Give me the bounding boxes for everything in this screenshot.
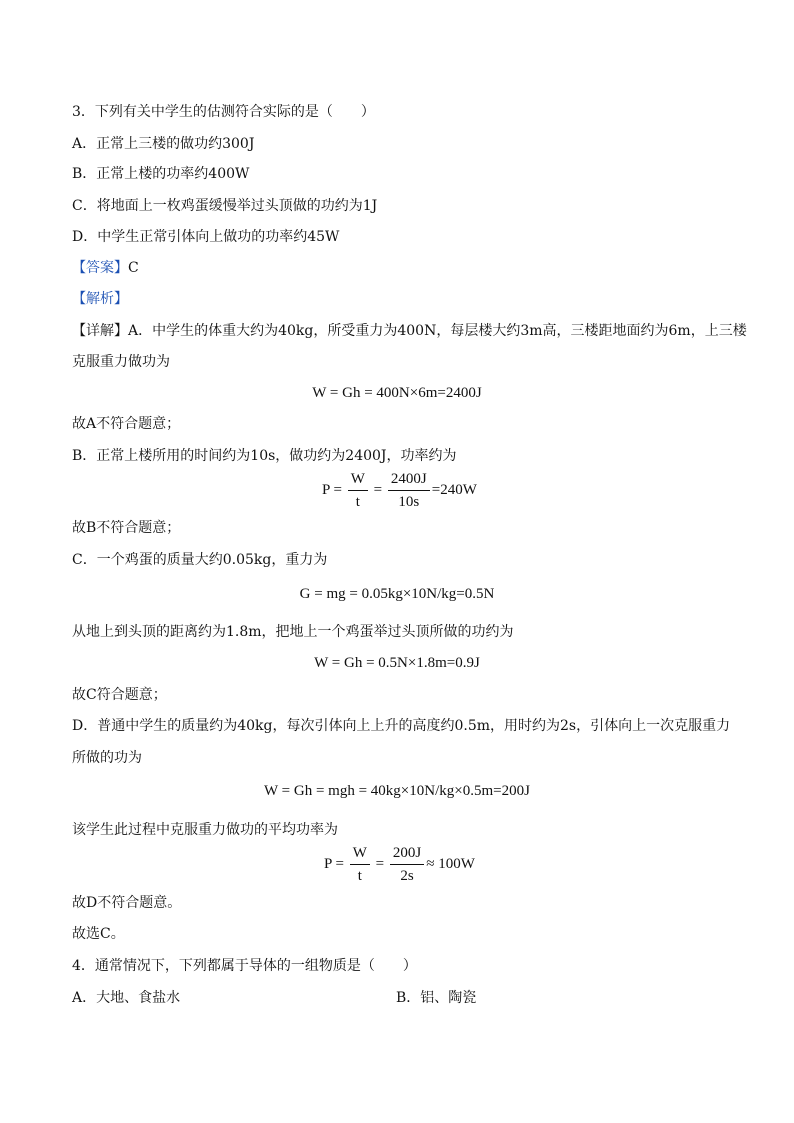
- answer-line: [72, 258, 139, 278]
- conclusion-c: 故C符合题意；: [72, 687, 167, 703]
- equation-5: W = Gh = mgh = 40kg×10N/kg×0.5m=200J: [264, 783, 530, 799]
- equation-6: P = $\frac{W}{t}$ = $\frac{200J}{2s}$ ≈ 100W: [324, 845, 475, 884]
- eq2-rhs: =240W: [431, 481, 477, 498]
- conclusion-a: 故A不符合题意；: [72, 416, 181, 432]
- detail-d: D．普通中学生的质量约为40kg，每次引体向上上升的高度约0.5m，用时约为2s，引体向上一次克服重力: [72, 718, 731, 734]
- eq6-rhs: ≈ 100W: [426, 855, 475, 872]
- detail-a-text: A．中学生的体重大约为40kg，所受重力为400N，每层楼大约3m高，三楼距地面约为6m，上三楼: [128, 323, 747, 339]
- q4-option-b: B．铝、陶瓷: [396, 990, 477, 1006]
- eq6-fraction-2: $\frac{200J}{2s}$: [390, 844, 424, 885]
- conclusion-b: 故B不符合题意；: [72, 520, 181, 536]
- q3-option-b: B．正常上楼的功率约400W: [72, 166, 250, 182]
- detail-c1: C．一个鸡蛋的质量大约0.05kg，重力为: [72, 552, 328, 568]
- conclusion-d: 故D不符合题意。: [72, 895, 182, 911]
- eq2-fraction-1: $\frac{W}{t}$: [348, 470, 368, 511]
- analysis-tag: 【解析】: [72, 291, 128, 307]
- final-answer: 故选C。: [72, 926, 125, 942]
- detail-d3: 该学生此过程中克服重力做功的平均功率为: [72, 822, 338, 838]
- detail-d-cont: 所做的功为: [72, 750, 142, 766]
- eq6-lhs: P =: [324, 855, 344, 872]
- answer-value: C: [128, 260, 139, 276]
- eq2-fraction-2: $\frac{2400J}{10s}$: [388, 470, 430, 511]
- detail-b: B．正常上楼所用的时间约为10s，做功约为2400J，功率约为: [72, 448, 457, 464]
- detail-a: [72, 321, 747, 341]
- equation-2: P = $\frac{W}{t}$ = $\frac{2400J}{10s}$ =240W: [322, 471, 477, 510]
- equation-3: G = mg = 0.05kg×10N/kg=0.5N: [299, 586, 495, 602]
- detail-a-cont: 克服重力做功为: [72, 354, 170, 370]
- q4-stem: 4．通常情况下，下列都属于导体的一组物质是（ ）: [72, 958, 417, 974]
- detail-tag: 【详解】: [72, 323, 128, 339]
- q3-stem: 3．下列有关中学生的估测符合实际的是（ ）: [72, 104, 375, 120]
- eq2-lhs: P =: [322, 481, 342, 498]
- q3-option-a: A．正常上三楼的做功约300J: [72, 136, 255, 152]
- eq6-fraction-1: $\frac{W}{t}$: [350, 844, 370, 885]
- q3-option-c: C．将地面上一枚鸡蛋缓慢举过头顶做的功约为1J: [72, 198, 378, 214]
- equation-1: W = Gh = 400N×6m=2400J: [312, 385, 482, 401]
- equation-4: W = Gh = 0.5N×1.8m=0.9J: [314, 655, 480, 671]
- detail-c2: 从地上到头顶的距离约为1.8m，把地上一个鸡蛋举过头顶所做的功约为: [72, 624, 514, 640]
- q4-option-a: A．大地、食盐水: [72, 990, 181, 1006]
- answer-tag: 【答案】: [72, 260, 128, 276]
- q3-option-d: D．中学生正常引体向上做功的功率约45W: [72, 229, 340, 245]
